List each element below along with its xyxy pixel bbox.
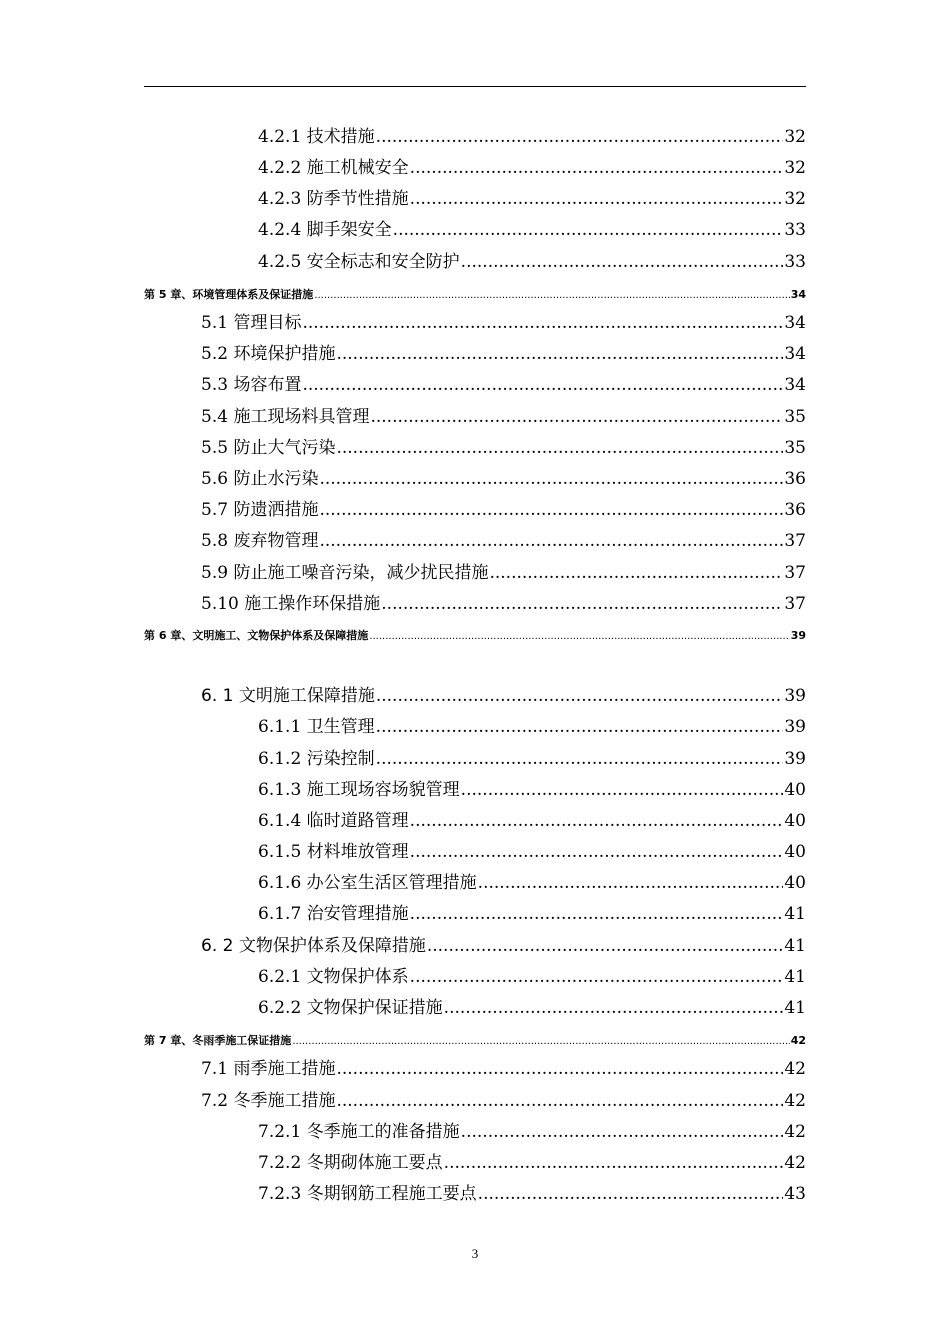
dot-leader [376, 686, 784, 706]
toc-entry-page: 33 [784, 220, 806, 240]
toc-entry-page: 42 [784, 1153, 806, 1173]
dot-leader [336, 438, 783, 458]
toc-entry-page: 37 [784, 563, 806, 583]
toc-entry-label: 5.9 防止施工噪音污染，减少扰民措施 [201, 563, 489, 583]
toc-chapter-label: 第 6 章、文明施工、文物保护体系及保障措施 [144, 629, 369, 642]
dot-leader [489, 563, 783, 583]
toc-entry-5-3[interactable] [201, 375, 806, 395]
toc-entry-6-2[interactable] [201, 936, 806, 956]
toc-entry-page: 39 [790, 629, 806, 642]
dot-leader [314, 285, 789, 306]
toc-entry-page: 35 [784, 407, 806, 427]
dot-leader [478, 1184, 784, 1204]
dot-leader [370, 407, 783, 427]
toc-entry-page: 33 [784, 252, 806, 272]
dot-leader [336, 1059, 783, 1079]
toc-entry-page: 37 [784, 594, 806, 614]
dot-leader [336, 344, 783, 364]
toc-entry-label: 6. 2 文物保护体系及保障措施 [201, 936, 426, 956]
toc-entry-label: 6.1.7 治安管理措施 [258, 904, 409, 924]
toc-entry-page: 42 [784, 1059, 806, 1079]
dot-leader [369, 626, 789, 647]
dot-leader [319, 531, 783, 551]
toc-entry-label: 6.1.4 临时道路管理 [258, 811, 409, 831]
toc-entry-6-1-7[interactable] [258, 904, 806, 924]
toc-entry-7-1[interactable] [201, 1059, 806, 1079]
toc-entry-6-1-6[interactable] [258, 873, 806, 893]
dot-leader [302, 313, 783, 333]
toc-entry-5-7[interactable] [201, 500, 806, 520]
toc-entry-label: 4.2.3 防季节性措施 [258, 189, 409, 209]
toc-entry-label: 6.1.3 施工现场容场貌管理 [258, 780, 460, 800]
dot-leader [319, 500, 783, 520]
toc-entry-5-5[interactable] [201, 438, 806, 458]
toc-entry-label: 5.3 场容布置 [201, 375, 302, 395]
toc-entry-5-2[interactable] [201, 344, 806, 364]
toc-entry-5-10[interactable] [201, 594, 806, 614]
toc-entry-6-1-3[interactable] [258, 780, 806, 800]
dot-leader [376, 749, 784, 769]
toc-entry-7-2[interactable] [201, 1091, 806, 1111]
toc-entry-label: 6.2.2 文物保护保证措施 [258, 998, 443, 1018]
toc-entry-page: 39 [784, 717, 806, 737]
toc-entry-5-4[interactable] [201, 407, 806, 427]
dot-leader [444, 1153, 784, 1173]
dot-leader [461, 1122, 784, 1142]
toc-entry-page: 41 [784, 967, 806, 987]
toc-entry-label: 6.1.2 污染控制 [258, 749, 375, 769]
toc-entry-page: 34 [784, 375, 806, 395]
dot-leader [444, 998, 784, 1018]
toc-entry-6-1-1[interactable] [258, 717, 806, 737]
dot-leader [336, 1091, 783, 1111]
toc-entry-label: 6.2.1 文物保护体系 [258, 967, 409, 987]
toc-entry-6-2-1[interactable] [258, 967, 806, 987]
toc-entry-page: 32 [784, 158, 806, 178]
toc-entry-4-2-5[interactable] [258, 252, 806, 272]
toc-entry-label: 7.2 冬季施工措施 [201, 1091, 336, 1111]
toc-entry-label: 5.10 施工操作环保措施 [201, 594, 381, 614]
dot-leader [410, 967, 784, 987]
dot-leader [410, 158, 784, 178]
toc-entry-page: 41 [784, 936, 806, 956]
dot-leader [461, 252, 784, 272]
toc-entry-6-1[interactable] [201, 686, 806, 706]
toc-entry-5-8[interactable] [201, 531, 806, 551]
toc-entry-label: 5.1 管理目标 [201, 313, 302, 333]
toc-entry-label: 4.2.1 技术措施 [258, 127, 375, 147]
toc-entry-page: 40 [784, 780, 806, 800]
toc-entry-5-6[interactable] [201, 469, 806, 489]
toc-entry-label: 6.1.5 材料堆放管理 [258, 842, 409, 862]
toc-entry-page: 37 [784, 531, 806, 551]
dot-leader [410, 842, 784, 862]
toc-entry-label: 4.2.5 安全标志和安全防护 [258, 252, 460, 272]
toc-entry-page: 42 [790, 1034, 806, 1047]
toc-entry-page: 39 [784, 686, 806, 706]
toc-entry-page: 34 [790, 288, 806, 301]
toc-entry-label: 5.5 防止大气污染 [201, 438, 336, 458]
dot-leader [427, 936, 784, 956]
toc-entry-page: 43 [784, 1184, 806, 1204]
dot-leader [376, 717, 784, 737]
toc-entry-page: 34 [784, 313, 806, 333]
toc-entry-4-2-4[interactable] [258, 220, 806, 240]
dot-leader [410, 811, 784, 831]
toc-entry-7-2-3[interactable] [258, 1184, 806, 1204]
toc-entry-page: 34 [784, 344, 806, 364]
toc-entry-label: 4.2.4 脚手架安全 [258, 220, 392, 240]
dot-leader [393, 220, 784, 240]
toc-entry-5-9[interactable] [201, 563, 806, 583]
toc-entry-page: 36 [784, 500, 806, 520]
toc-entry-6-1-4[interactable] [258, 811, 806, 831]
dot-leader [410, 904, 784, 924]
dot-leader [319, 469, 783, 489]
dot-leader [478, 873, 784, 893]
toc-entry-5-1[interactable] [201, 313, 806, 333]
toc-entry-label: 5.2 环境保护措施 [201, 344, 336, 364]
page-number: 3 [471, 1246, 479, 1261]
toc-entry-6-1-2[interactable] [258, 749, 806, 769]
toc-entry-page: 42 [784, 1122, 806, 1142]
toc-entry-label: 5.8 废弃物管理 [201, 531, 319, 551]
toc-entry-page: 40 [784, 811, 806, 831]
toc-entry-label: 6.1.6 办公室生活区管理措施 [258, 873, 477, 893]
toc-entry-label: 5.4 施工现场料具管理 [201, 407, 370, 427]
toc-chapter-label: 第 7 章、冬雨季施工保证措施 [144, 1034, 292, 1047]
toc-entry-label: 6. 1 文明施工保障措施 [201, 686, 375, 706]
toc-entry-label: 6.1.1 卫生管理 [258, 717, 375, 737]
toc-entry-page: 36 [784, 469, 806, 489]
toc-entry-label: 5.6 防止水污染 [201, 469, 319, 489]
toc-entry-page: 41 [784, 998, 806, 1018]
toc-entry-label: 7.2.2 冬期砌体施工要点 [258, 1153, 443, 1173]
toc-entry-page: 32 [784, 127, 806, 147]
toc-entry-6-1-5[interactable] [258, 842, 806, 862]
toc-chapter-6[interactable] [144, 626, 806, 647]
toc-entry-page: 41 [784, 904, 806, 924]
dot-leader [292, 1031, 789, 1052]
toc-entry-page: 39 [784, 749, 806, 769]
toc-entry-4-2-1[interactable] [258, 127, 806, 147]
toc-chapter-5[interactable] [144, 285, 806, 306]
toc-entry-page: 35 [784, 438, 806, 458]
toc-entry-page: 40 [784, 842, 806, 862]
toc-entry-label: 5.7 防遗洒措施 [201, 500, 319, 520]
toc-entry-6-2-2[interactable] [258, 998, 806, 1018]
toc-entry-label: 4.2.2 施工机械安全 [258, 158, 409, 178]
dot-leader [302, 375, 783, 395]
dot-leader [461, 780, 784, 800]
dot-leader [376, 127, 784, 147]
toc-chapter-7[interactable] [144, 1031, 806, 1052]
toc-entry-label: 7.2.1 冬季施工的准备措施 [258, 1122, 460, 1142]
toc-entry-4-2-3[interactable] [258, 189, 806, 209]
toc-entry-label: 7.2.3 冬期钢筋工程施工要点 [258, 1184, 477, 1204]
toc-entry-4-2-2[interactable] [258, 158, 806, 178]
toc-entry-7-2-1[interactable] [258, 1122, 806, 1142]
dot-leader [381, 594, 783, 614]
toc-chapter-label: 第 5 章、环境管理体系及保证措施 [144, 288, 314, 301]
toc-entry-page: 42 [784, 1091, 806, 1111]
dot-leader [410, 189, 784, 209]
toc-entry-page: 40 [784, 873, 806, 893]
toc-entry-7-2-2[interactable] [258, 1153, 806, 1173]
toc-entry-page: 32 [784, 189, 806, 209]
toc-entry-label: 7.1 雨季施工措施 [201, 1059, 336, 1079]
